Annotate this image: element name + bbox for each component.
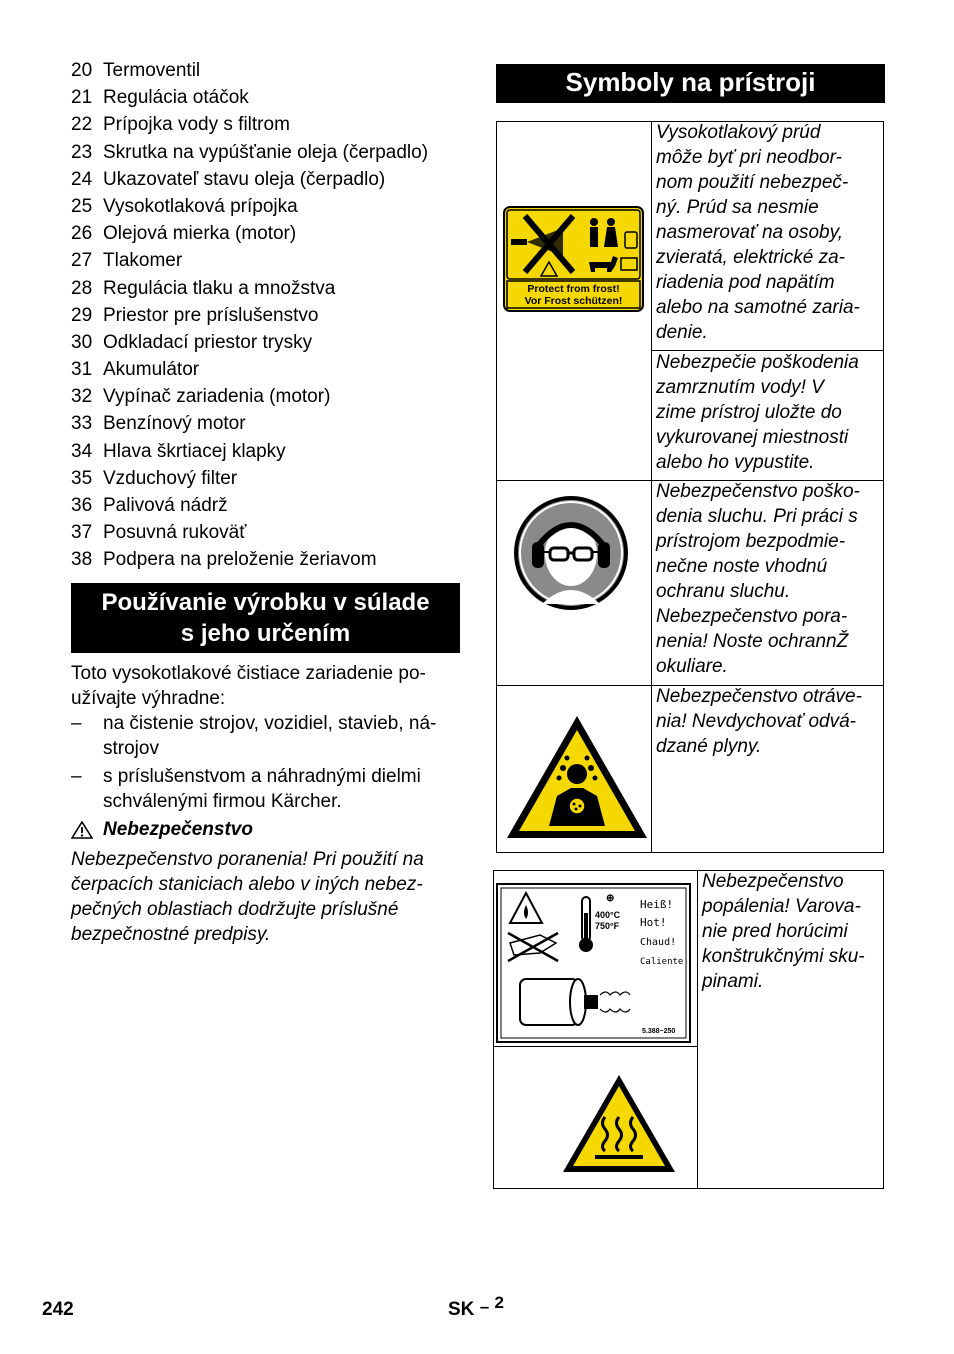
text-line: denia sluchu. Pri práci s <box>656 506 858 527</box>
symbol-description-pressure <box>656 120 882 345</box>
text-line: schválenými firmou Kärcher. <box>103 791 342 812</box>
text-line: strojov <box>103 738 159 759</box>
text-line: užívajte výhradne: <box>71 688 226 709</box>
section-heading-intended-use <box>71 583 460 653</box>
list-item-label: Benzínový motor <box>103 413 246 435</box>
list-item-label: Vzduchový filter <box>103 467 238 489</box>
list-item-number: 23 <box>71 141 93 163</box>
list-item-number: 33 <box>71 413 93 435</box>
symbol-description-frost <box>656 350 882 475</box>
text-line: nom použití nebezpeč- <box>656 172 849 193</box>
warning-text <box>71 847 461 947</box>
text-line: Nebezpečenstvo poranenia! Pri použití na <box>71 849 424 870</box>
text-line: bezpečnostné predpisy. <box>71 924 271 945</box>
list-item <box>71 249 471 276</box>
high-pressure-warning-icon <box>503 206 644 312</box>
list-item <box>71 467 471 494</box>
text-line: Toto vysokotlakové čistiace zariadenie po- <box>71 663 426 684</box>
list-item-number: 29 <box>71 304 93 326</box>
text-line: pečných oblastiach dodržujte príslušné <box>71 899 399 920</box>
list-item-label: Podpera na preloženie žeriavom <box>103 549 377 571</box>
text-line: konštrukčnými sku- <box>702 946 865 967</box>
list-item <box>71 86 471 113</box>
list-item-label: Ukazovateľ stavu oleja (čerpadlo) <box>103 168 386 190</box>
text-line: s príslušenstvom a náhradnými dielmi <box>103 766 421 787</box>
list-item-number: 27 <box>71 250 93 272</box>
symbol-description-hot <box>702 869 882 994</box>
list-item-number: 36 <box>71 495 93 516</box>
text-line: Nebezpečenstvo otráve- <box>656 686 862 707</box>
list-item-number: 37 <box>71 522 93 544</box>
text-line: nečne noste vhodnú <box>656 556 828 577</box>
text-line: nenia! Noste ochrannŽ <box>656 631 849 652</box>
list-item-label: Regulácia tlaku a množstva <box>103 277 336 299</box>
list-item-label: Vysokotlaková prípojka <box>103 195 298 217</box>
list-item-label: Hlava škrtiacej klapky <box>103 440 286 462</box>
list-item-label: Vypínač zariadenia (motor) <box>103 386 331 408</box>
text-line: Nebezpečie poškodenia <box>656 352 859 373</box>
text-line: Nebezpečenstvo pora- <box>656 606 848 627</box>
hot-surface-warning-icon <box>561 1073 677 1174</box>
hot-word: Chaud! <box>640 937 677 948</box>
text-line: riadenia pod napätím <box>656 272 835 293</box>
text-line: nia! Nevdychovať odvá- <box>656 711 857 732</box>
list-item <box>71 548 471 575</box>
list-item-number: 28 <box>71 277 93 299</box>
list-item <box>71 358 471 385</box>
toxic-fumes-warning-icon <box>505 714 649 840</box>
list-item-label: Posuvná rukoväť <box>103 522 247 544</box>
symbol-description-poison <box>656 684 882 759</box>
list-item <box>71 59 471 86</box>
list-item-label: Priestor pre príslušenstvo <box>103 304 319 326</box>
list-item <box>71 304 471 331</box>
text-line: denie. <box>656 322 708 343</box>
text-line: prístrojom bezpodmie- <box>656 531 846 552</box>
list-item-label: Palivová nádrž <box>103 495 228 516</box>
list-item <box>71 494 471 521</box>
list-item <box>71 440 471 467</box>
text-line: Vysokotlakový prúd <box>656 122 821 143</box>
text-line: ochranu sluchu. <box>656 581 791 602</box>
text-line: nasmerovať na osoby, <box>656 222 843 243</box>
table-divider <box>493 1046 697 1047</box>
temp-c-text: 400°C <box>595 910 621 920</box>
bullet-item <box>71 764 461 814</box>
plus-sign-text: ⊕ <box>606 893 615 904</box>
text-line: môže byť pri neodbor- <box>656 147 842 168</box>
text-line: pinami. <box>702 971 764 992</box>
text-line: Nebezpečenstvo <box>702 871 844 892</box>
list-item-label: Termoventil <box>103 60 201 81</box>
text-line: ný. Prúd sa nesmie <box>656 197 819 218</box>
text-line: zvieratá, elektrické za- <box>656 247 846 268</box>
list-item <box>71 141 471 168</box>
list-item <box>71 222 471 249</box>
text-line: alebo na samotné zaria- <box>656 297 860 318</box>
text-line: zime prístroj uložte do <box>656 402 842 423</box>
list-item <box>71 331 471 358</box>
hot-surface-label <box>496 883 691 1043</box>
warning-title-text: Nebezpečenstvo <box>103 819 253 840</box>
frost-label-line2: Vor Frost schützen! <box>524 295 623 307</box>
list-item-number: 31 <box>71 359 93 381</box>
heading-line: Používanie výrobku v súlade <box>101 589 430 616</box>
list-item <box>71 385 471 412</box>
list-item-number: 25 <box>71 195 93 217</box>
list-item-label: Skrutka na vypúšťanie oleja (čerpadlo) <box>103 141 429 163</box>
warning-triangle-icon <box>71 821 93 839</box>
text-line: čerpacích staniciach alebo v iných nebez- <box>71 874 423 895</box>
text-line: okuliare. <box>656 656 728 677</box>
text-line: popálenia! Varova- <box>702 896 861 917</box>
label-code-text: 5.388−250 <box>642 1028 676 1035</box>
footer-separator: – <box>479 1297 490 1316</box>
list-item-number: 22 <box>71 114 93 136</box>
list-item-label: Akumulátor <box>103 359 200 381</box>
symbol-description-hearing <box>656 479 882 679</box>
page-number: 242 <box>42 1299 74 1320</box>
hot-word: Hot! <box>640 916 667 929</box>
list-item-label: Tlakomer <box>103 250 183 272</box>
list-item <box>71 168 471 195</box>
list-item <box>71 521 471 548</box>
ear-and-eye-protection-icon <box>512 494 630 612</box>
text-line: na čistenie strojov, vozidiel, stavieb, ná- <box>103 713 437 734</box>
text-line: alebo ho vypustite. <box>656 452 815 473</box>
list-item-number: 34 <box>71 440 93 462</box>
hot-word: Caliente! <box>640 957 689 967</box>
text-line: nie pred horúcimi <box>702 921 848 942</box>
list-item-label: Prípojka vody s filtrom <box>103 114 290 136</box>
temp-f-text: 750°F <box>595 921 620 931</box>
heading-line: s jeho určením <box>180 620 351 647</box>
language-code: SK <box>448 1299 475 1320</box>
toxic-gas-sign <box>505 714 649 840</box>
bullet-item <box>71 711 461 761</box>
table-divider <box>651 121 652 853</box>
list-item <box>71 412 471 439</box>
footer-language <box>448 1293 504 1321</box>
list-item-number: 38 <box>71 549 93 571</box>
list-item <box>71 277 471 304</box>
bullet-dash: – <box>71 713 82 734</box>
frost-label-line1: Protect from frost! <box>527 283 620 295</box>
text-line: dzané plyny. <box>656 736 762 757</box>
text-line: zamrznutím vody! V <box>656 377 824 398</box>
table-divider <box>697 870 698 1189</box>
list-item-number: 32 <box>71 386 93 408</box>
list-item-number: 24 <box>71 168 93 190</box>
warning-title <box>71 819 253 841</box>
high-pressure-frost-label <box>503 206 644 312</box>
list-item-label: Odkladací priestor trysky <box>103 331 313 353</box>
section-heading-symbols: Symboly na prístroji <box>496 64 885 103</box>
list-item-label: Regulácia otáčok <box>103 87 249 109</box>
list-item-number: 21 <box>71 87 93 109</box>
hot-surface-sign <box>561 1073 677 1174</box>
list-item <box>71 113 471 140</box>
text-line: vykurovanej miestnosti <box>656 427 849 448</box>
hearing-protection-sign <box>512 494 630 612</box>
list-item-number: 26 <box>71 223 93 245</box>
hot-surface-label-icon <box>496 883 691 1043</box>
bullet-dash: – <box>71 766 82 787</box>
parts-list <box>71 59 471 576</box>
footer-page-num: 2 <box>494 1293 504 1312</box>
list-item <box>71 195 471 222</box>
list-item-label: Olejová mierka (motor) <box>103 223 297 245</box>
intro-paragraph <box>71 661 461 711</box>
text-line: Nebezpečenstvo poško- <box>656 481 860 502</box>
hot-word: Heiß! <box>640 898 674 911</box>
list-item-number: 35 <box>71 467 93 489</box>
list-item-number: 20 <box>71 60 93 81</box>
list-item-number: 30 <box>71 331 93 353</box>
